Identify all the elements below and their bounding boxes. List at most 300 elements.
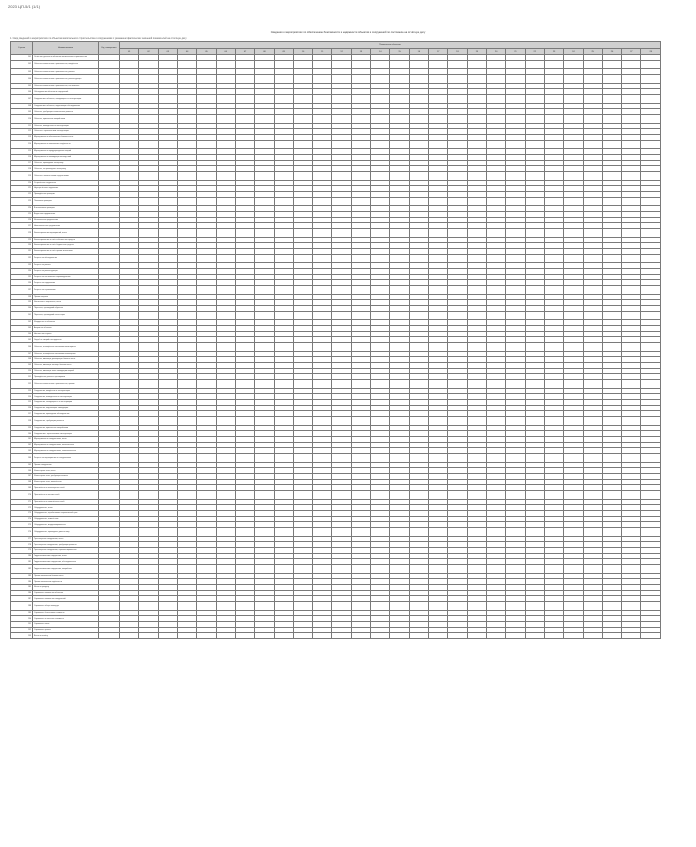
value-cell [274,565,293,574]
value-cell [602,60,621,69]
value-cell [622,140,641,149]
value-cell [622,565,641,574]
value-cell [216,491,235,500]
row-line-number: 170 [11,491,33,500]
value-cell [564,454,583,463]
value-cell [177,140,196,149]
row-description: Транспортные сооружения, отремонтированные [33,548,99,554]
row-description: Аварии на объектах [33,325,99,331]
value-cell [409,454,428,463]
value-cell [158,379,177,388]
value-cell [525,140,544,149]
value-cell [120,140,139,149]
row-description: Сооружения с ограничением эксплуатации [33,431,99,437]
value-cell [255,94,274,103]
value-cell [332,140,351,149]
value-cell [177,171,196,180]
row-line-number: 110 [11,114,33,123]
value-cell [293,254,312,263]
value-cell [525,171,544,180]
row-description: Устранённые нарушения [33,180,99,186]
row-description: Прочие показатели безопасности [33,573,99,579]
row-description: Объекты с ограничением эксплуатации [33,129,99,135]
row-description: Плановые проверки [33,197,99,206]
value-cell [139,140,158,149]
value-cell [235,114,254,123]
value-cell [177,491,196,500]
value-cell [486,342,505,351]
value-cell [544,528,563,537]
value-cell [622,602,641,611]
value-cell [351,379,370,388]
row-line-number: 135 [11,274,33,280]
value-cell [409,311,428,320]
table-row [11,602,661,611]
value-cell [544,60,563,69]
value-cell [177,60,196,69]
value-cell [371,633,390,639]
value-cell [429,633,448,639]
table-row [11,171,661,180]
value-cell [448,254,467,263]
value-cell [177,342,196,351]
value-cell [467,311,486,320]
value-cell [390,140,409,149]
row-unit [99,454,120,463]
value-cell [158,602,177,611]
row-line-number: 157 [11,411,33,417]
value-cell [332,254,351,263]
value-cell [293,491,312,500]
value-cell [448,197,467,206]
value-cell [429,94,448,103]
row-description: Прочие показатели надёжности [33,579,99,585]
value-cell [177,565,196,574]
value-cell [293,171,312,180]
value-cell [197,454,216,463]
value-cell [390,254,409,263]
value-cell [216,197,235,206]
row-unit [99,114,120,123]
value-cell [255,228,274,237]
value-cell [506,633,525,639]
value-cell [197,228,216,237]
value-cell [429,285,448,294]
value-cell [177,633,196,639]
value-cell [506,311,525,320]
value-cell [564,379,583,388]
value-cell [486,565,505,574]
row-description: Прочие сооружения [33,462,99,468]
value-cell [602,528,621,537]
value-cell [216,602,235,611]
value-cell [255,454,274,463]
value-cell [235,342,254,351]
value-cell [313,140,332,149]
value-cell [371,94,390,103]
row-description: Справочно: количество сооружений [33,596,99,602]
value-cell [177,74,196,83]
value-cell [409,285,428,294]
value-cell [158,254,177,263]
value-cell [255,491,274,500]
value-cell [602,197,621,206]
value-cell [313,171,332,180]
period-column-header: 03 [158,49,177,55]
value-cell [525,254,544,263]
value-cell [158,74,177,83]
value-cell [583,254,602,263]
row-line-number: 103 [11,69,33,75]
value-cell [351,254,370,263]
value-cell [216,633,235,639]
value-cell [583,602,602,611]
row-line-number: 190 [11,616,33,622]
row-description: Сооружения, выведенные из эксплуатации [33,394,99,400]
row-description: Объекты с выявленными нарушениями [33,171,99,180]
value-cell [293,342,312,351]
value-cell [583,140,602,149]
value-cell [564,416,583,425]
value-cell [390,491,409,500]
table-row [11,254,661,263]
row-line-number: 152 [11,379,33,388]
value-cell [274,60,293,69]
row-description: Объекты, прошедшие экспертизу [33,160,99,166]
row-unit [99,416,120,425]
row-line-number: 126 [11,217,33,223]
value-cell [371,197,390,206]
value-cell [448,602,467,611]
value-cell [351,416,370,425]
value-cell [602,285,621,294]
value-cell [641,528,661,537]
row-description: Неисполненные предписания [33,223,99,229]
row-description: Мероприятия по сооружениям, выполненные [33,442,99,448]
row-line-number: 161 [11,436,33,442]
value-cell [448,311,467,320]
value-cell [641,94,661,103]
row-description: Оборудование, отработавшее нормативный срок [33,511,99,517]
row-line-number: 182 [11,565,33,574]
row-description: Гидротехнические сооружения, обследованные [33,559,99,565]
value-cell [525,60,544,69]
value-cell [506,74,525,83]
row-description: Сооружения, требующие ремонта [33,416,99,425]
value-cell [486,171,505,180]
row-line-number: 174 [11,516,33,522]
period-column-header: 10 [293,49,312,55]
value-cell [120,528,139,537]
period-column-header: 24 [564,49,583,55]
value-cell [486,114,505,123]
value-cell [583,60,602,69]
value-cell [139,379,158,388]
line-number-header: Строка [11,42,33,55]
row-line-number: 109 [11,109,33,115]
value-cell [274,94,293,103]
row-description: Проведённые проверки [33,191,99,197]
row-description: Сооружения и объекты, находящиеся в эксплуатации [33,94,99,103]
value-cell [293,602,312,611]
value-cell [602,171,621,180]
value-cell [486,254,505,263]
value-cell [564,74,583,83]
value-cell [216,254,235,263]
table-body [11,55,661,639]
value-cell [622,171,641,180]
value-cell [139,285,158,294]
value-cell [255,379,274,388]
value-cell [139,528,158,537]
value-cell [429,454,448,463]
row-description: Объекты капитального строительства, техническое [33,83,99,89]
value-cell [390,285,409,294]
period-column-header: 17 [429,49,448,55]
value-cell [274,528,293,537]
value-cell [351,228,370,237]
value-cell [177,254,196,263]
row-description: Выданные предписания [33,211,99,217]
value-cell [602,633,621,639]
table-row [11,491,661,500]
value-cell [525,342,544,351]
row-description: Финансирование за счёт прочих источников [33,248,99,254]
value-cell [525,454,544,463]
value-cell [313,565,332,574]
value-cell [177,311,196,320]
value-cell [255,60,274,69]
value-cell [293,379,312,388]
value-cell [641,197,661,206]
value-cell [429,140,448,149]
value-cell [622,342,641,351]
value-cell [544,379,563,388]
value-cell [351,74,370,83]
value-cell [448,74,467,83]
value-cell [486,454,505,463]
row-description: Инженерные сети, заменённые [33,479,99,485]
value-cell [506,94,525,103]
value-cell [371,74,390,83]
value-cell [274,379,293,388]
value-cell [506,197,525,206]
value-cell [120,602,139,611]
table-header [11,42,661,55]
value-cell [120,74,139,83]
row-unit [99,285,120,294]
row-line-number: 111 [11,123,33,129]
value-cell [313,254,332,263]
value-cell [564,311,583,320]
value-cell [448,528,467,537]
value-cell [602,416,621,425]
value-cell [371,171,390,180]
value-cell [158,228,177,237]
row-description: Финансирование за счёт бюджетных средств [33,243,99,249]
value-cell [506,528,525,537]
row-description: Справочно: остаточная стоимость [33,616,99,622]
row-description: Справочно: количество объектов [33,590,99,596]
value-cell [409,416,428,425]
row-line-number: 191 [11,622,33,628]
row-line-number: 176 [11,528,33,537]
value-cell [197,565,216,574]
value-cell [235,491,254,500]
row-line-number: 151 [11,374,33,380]
value-cell [525,416,544,425]
value-cell [120,342,139,351]
value-cell [313,379,332,388]
value-cell [622,311,641,320]
value-cell [448,491,467,500]
row-line-number: 143 [11,325,33,331]
value-cell [235,311,254,320]
row-description: Оборудование, всего [33,505,99,511]
value-cell [197,633,216,639]
value-cell [139,197,158,206]
value-cell [641,285,661,294]
value-cell [371,311,390,320]
value-cell [332,602,351,611]
value-cell [409,491,428,500]
value-cell [293,633,312,639]
row-unit [99,228,120,237]
value-cell [313,74,332,83]
value-cell [255,342,274,351]
row-line-number: 171 [11,499,33,505]
value-cell [235,140,254,149]
value-cell [235,74,254,83]
value-cell [216,171,235,180]
row-line-number: 184 [11,579,33,585]
value-cell [622,197,641,206]
value-cell [158,285,177,294]
table-row [11,197,661,206]
value-cell [120,311,139,320]
row-line-number: 192 [11,627,33,633]
value-cell [467,171,486,180]
row-description: Оборудование, модернизированное [33,522,99,528]
row-line-number: 150 [11,368,33,374]
row-unit [99,74,120,83]
value-cell [602,140,621,149]
value-cell [486,491,505,500]
value-cell [583,74,602,83]
row-line-number: 146 [11,342,33,351]
row-description: Объекты, имеющие план ликвидации аварий [33,368,99,374]
row-description: Объекты, имеющие декларацию безопасности [33,357,99,363]
row-line-number: 173 [11,511,33,517]
table-row [11,633,661,639]
value-cell [448,633,467,639]
value-cell [390,416,409,425]
value-cell [525,491,544,500]
value-cell [216,454,235,463]
value-cell [641,171,661,180]
value-cell [409,379,428,388]
row-description: Протяжённость ветхих сетей [33,491,99,500]
value-cell [409,565,428,574]
row-line-number: 166 [11,468,33,474]
value-cell [506,114,525,123]
value-cell [235,254,254,263]
row-line-number: 130 [11,243,33,249]
row-description: Мероприятия по сооружениям, всего [33,436,99,442]
value-cell [429,254,448,263]
value-cell [544,565,563,574]
row-description: Объекты, имеющие паспорт безопасности [33,362,99,368]
value-cell [332,565,351,574]
value-cell [177,114,196,123]
value-cell [486,311,505,320]
value-cell [332,416,351,425]
value-cell [197,254,216,263]
row-line-number: 119 [11,171,33,180]
value-cell [293,454,312,463]
value-cell [409,254,428,263]
value-cell [313,94,332,103]
value-cell [622,379,641,388]
value-cell [429,528,448,537]
value-cell [486,416,505,425]
value-cell [467,565,486,574]
value-cell [390,454,409,463]
row-description: Затраты на содержание [33,280,99,286]
row-unit [99,311,120,320]
value-cell [622,228,641,237]
value-cell [274,228,293,237]
row-description: Гидротехнические сооружения, всего [33,553,99,559]
value-cell [506,60,525,69]
row-line-number: 140 [11,305,33,311]
value-cell [235,379,254,388]
value-cell [622,114,641,123]
row-description: Итого по разделу [33,585,99,591]
row-line-number: 163 [11,448,33,454]
row-line-number: 124 [11,206,33,212]
value-cell [583,379,602,388]
value-cell [235,416,254,425]
value-cell [158,565,177,574]
row-description: Объекты, оснащённые системами мониторинга [33,342,99,351]
row-line-number: 177 [11,536,33,542]
value-cell [409,602,428,611]
value-cell [255,528,274,537]
row-line-number: 120 [11,180,33,186]
value-cell [622,491,641,500]
value-cell [158,140,177,149]
value-cell [293,114,312,123]
value-cell [332,633,351,639]
value-cell [120,171,139,180]
row-line-number: 193 [11,633,33,639]
value-cell [371,379,390,388]
value-cell [177,416,196,425]
value-cell [583,228,602,237]
value-cell [313,491,332,500]
value-cell [293,285,312,294]
row-line-number: 159 [11,425,33,431]
value-cell [467,94,486,103]
value-cell [448,379,467,388]
value-cell [313,633,332,639]
row-line-number: 132 [11,254,33,263]
value-cell [371,491,390,500]
row-line-number: 186 [11,590,33,596]
row-description: Затраты на страхование [33,285,99,294]
value-cell [390,228,409,237]
